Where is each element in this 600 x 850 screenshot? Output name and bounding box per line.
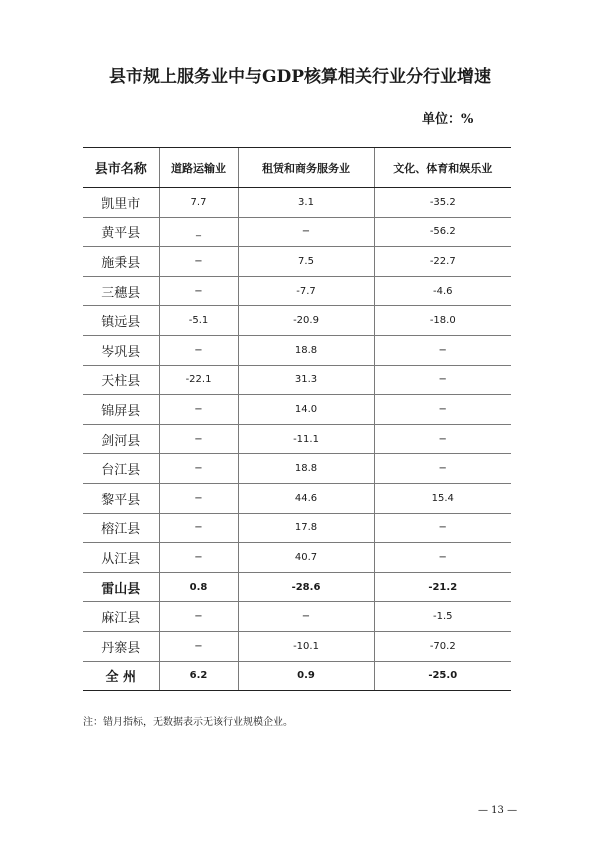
table-row: [83, 395, 511, 425]
cell-leasing-business: 0.9: [238, 661, 374, 691]
document-title: 县市规上服务业中与GDP核算相关行业分行业增速: [108, 67, 492, 87]
cell-culture-sports: −: [374, 543, 511, 573]
header-county: 县市名称: [83, 148, 159, 188]
cell-road-transport: −: [159, 631, 238, 661]
table-row: [83, 483, 511, 513]
table-row: [83, 247, 511, 277]
header-road-transport: 道路运输业: [159, 148, 238, 188]
table-row: [83, 602, 511, 632]
cell-road-transport: −: [159, 483, 238, 513]
footnote: 注：错月指标，无数据表示无该行业规模企业。: [83, 717, 293, 728]
county-name: 麻江县: [83, 602, 159, 632]
cell-leasing-business: -28.6: [238, 572, 374, 602]
cell-culture-sports: −: [374, 395, 511, 425]
county-name: 从江县: [83, 543, 159, 573]
table-header-row: [83, 148, 511, 188]
cell-culture-sports: -21.2: [374, 572, 511, 602]
county-name: 榕江县: [83, 513, 159, 543]
county-name: 三穗县: [83, 276, 159, 306]
cell-leasing-business: −: [238, 602, 374, 632]
county-name: 黎平县: [83, 483, 159, 513]
cell-leasing-business: 17.8: [238, 513, 374, 543]
cell-culture-sports: -1.5: [374, 602, 511, 632]
cell-leasing-business: 14.0: [238, 395, 374, 425]
table-row: [83, 335, 511, 365]
county-name: 雷山县: [83, 572, 159, 602]
table-row: [83, 543, 511, 573]
cell-leasing-business: -20.9: [238, 306, 374, 336]
cell-culture-sports: -4.6: [374, 276, 511, 306]
county-name: 施秉县: [83, 247, 159, 277]
cell-leasing-business: 44.6: [238, 483, 374, 513]
cell-culture-sports: 15.4: [374, 483, 511, 513]
cell-leasing-business: -11.1: [238, 424, 374, 454]
cell-leasing-business: 3.1: [238, 188, 374, 218]
cell-leasing-business: -10.1: [238, 631, 374, 661]
cell-road-transport: −: [159, 335, 238, 365]
county-name: 锦屏县: [83, 395, 159, 425]
table-row: [83, 454, 511, 484]
county-name: 台江县: [83, 454, 159, 484]
cell-road-transport: −: [159, 543, 238, 573]
cell-road-transport: 6.2: [159, 661, 238, 691]
cell-road-transport: -22.1: [159, 365, 238, 395]
cell-road-transport: 0.8: [159, 572, 238, 602]
cell-road-transport: −: [159, 395, 238, 425]
table-body: [83, 188, 511, 691]
table-row: [83, 365, 511, 395]
table-row: [83, 217, 511, 247]
growth-table: [83, 147, 511, 691]
page-number: — 13 —: [478, 805, 518, 816]
cell-leasing-business: -7.7: [238, 276, 374, 306]
cell-culture-sports: −: [374, 424, 511, 454]
table-row: [83, 276, 511, 306]
county-name: 全 州: [83, 661, 159, 691]
cell-road-transport: −: [159, 247, 238, 277]
header-leasing-business: 租赁和商务服务业: [238, 148, 374, 188]
cell-road-transport: −: [159, 454, 238, 484]
county-name: 天柱县: [83, 365, 159, 395]
cell-road-transport: _: [159, 217, 238, 247]
county-name: 剑河县: [83, 424, 159, 454]
cell-road-transport: 7.7: [159, 188, 238, 218]
cell-road-transport: −: [159, 276, 238, 306]
table-row: [83, 572, 511, 602]
cell-leasing-business: 40.7: [238, 543, 374, 573]
cell-leasing-business: 18.8: [238, 454, 374, 484]
cell-road-transport: −: [159, 602, 238, 632]
table-row: [83, 513, 511, 543]
cell-culture-sports: -70.2: [374, 631, 511, 661]
cell-culture-sports: −: [374, 454, 511, 484]
cell-culture-sports: -22.7: [374, 247, 511, 277]
cell-leasing-business: −: [238, 217, 374, 247]
cell-leasing-business: 7.5: [238, 247, 374, 277]
header-culture-sports: 文化、体育和娱乐业: [374, 148, 511, 188]
table-row: [83, 631, 511, 661]
cell-culture-sports: -35.2: [374, 188, 511, 218]
county-name: 岑巩县: [83, 335, 159, 365]
county-name: 黄平县: [83, 217, 159, 247]
table-row: [83, 188, 511, 218]
cell-culture-sports: -25.0: [374, 661, 511, 691]
county-name: 丹寨县: [83, 631, 159, 661]
table-row: [83, 661, 511, 691]
cell-road-transport: -5.1: [159, 306, 238, 336]
table-row: [83, 306, 511, 336]
cell-culture-sports: -56.2: [374, 217, 511, 247]
cell-leasing-business: 31.3: [238, 365, 374, 395]
cell-culture-sports: −: [374, 365, 511, 395]
table-row: [83, 424, 511, 454]
cell-road-transport: −: [159, 424, 238, 454]
county-name: 镇远县: [83, 306, 159, 336]
unit-label: 单位：%: [422, 112, 474, 127]
cell-culture-sports: -18.0: [374, 306, 511, 336]
cell-culture-sports: −: [374, 335, 511, 365]
cell-leasing-business: 18.8: [238, 335, 374, 365]
cell-culture-sports: −: [374, 513, 511, 543]
county-name: 凯里市: [83, 188, 159, 218]
cell-road-transport: −: [159, 513, 238, 543]
